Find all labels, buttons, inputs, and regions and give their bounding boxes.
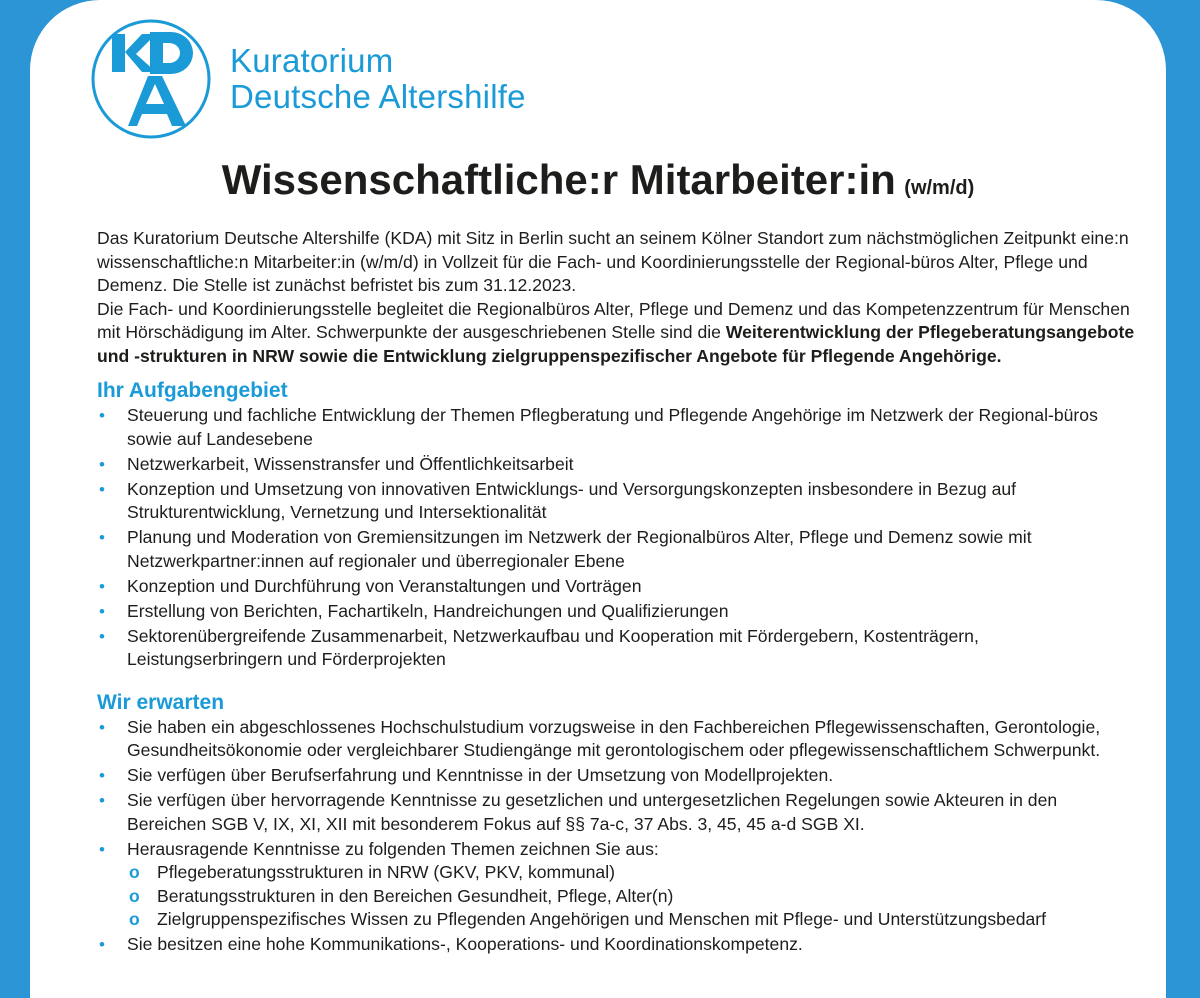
document-page xyxy=(30,0,1166,998)
sub-bullet-icon: o xyxy=(129,862,140,882)
org-name-line1: Kuratorium xyxy=(230,42,394,79)
job-description xyxy=(97,227,1137,958)
bullet-icon: • xyxy=(99,839,105,859)
list-item xyxy=(97,526,1137,573)
list-item-text: Erstellung von Berichten, Fachartikeln, Handreichungen und Qualifizierungen xyxy=(127,600,729,621)
bullet-icon: • xyxy=(99,935,105,954)
sublist-item-text: Beratungsstrukturen in den Bereichen Gesundheit, Pflege, Alter(n) xyxy=(157,885,674,906)
list-item-text: Sie verfügen über Berufserfahrung und Kenntnisse in der Umsetzung von Modellprojekten. xyxy=(127,765,834,785)
sublist-item-text: Pflegeberatungsstrukturen in NRW (GKV, PKV, kommunal) xyxy=(157,862,615,882)
list-item xyxy=(97,789,1137,836)
header xyxy=(90,18,526,140)
requirements-list xyxy=(97,716,1137,957)
list-item-text: Herausragende Kenntnisse zu folgenden Themen zeichnen Sie aus: xyxy=(127,838,659,859)
job-title-main: Wissenschaftliche:r Mitarbeiter:in xyxy=(221,156,896,203)
bullet-icon: • xyxy=(99,626,105,646)
list-item-text: Konzeption und Umsetzung von innovativen Entwicklungs- und Versorgungskonzepten insbesondere in Bezug auf Strukturentwicklung, Vernetzung und Intersektionalität xyxy=(127,478,1017,522)
list-item xyxy=(97,625,1137,672)
job-title xyxy=(30,156,1166,204)
organization-name xyxy=(230,43,526,115)
intro-paragraph-2-text: Die Fach- und Koordinierungsstelle begleitet die Regionalbüros Alter, Pflege und Demenz und das Kompetenzzentrum für Menschen mit Hörschädigung im Alter. Schwerpunkte der ausgeschriebenen Stelle sind die xyxy=(97,298,1130,342)
list-item xyxy=(97,575,1137,599)
bullet-icon: • xyxy=(99,454,105,474)
list-item-text: Steuerung und fachliche Entwicklung der Themen Pflegberatung und Pflegende Angehörige im Netzwerk der Regional-büros sowie auf Landesebene xyxy=(127,405,1098,449)
bullet-icon: • xyxy=(99,479,105,499)
kda-logo-icon xyxy=(90,18,212,140)
sublist-item xyxy=(127,908,1137,932)
bullet-icon: • xyxy=(99,528,105,547)
list-item xyxy=(97,764,1137,788)
bullet-icon: • xyxy=(99,406,105,425)
list-item-text: Sie haben ein abgeschlossenes Hochschulstudium vorzugsweise in den Fachbereichen Pflegewissenschaften, Gerontologie, Gesundheitsökonomie oder vergleichbarer Studiengänge mit gerontologischem oder pflegewissenschaftlichem Schwerpunkt. xyxy=(127,716,1101,760)
list-item xyxy=(97,478,1137,525)
list-item-text: Sie besitzen eine hohe Kommunikations-, Kooperations- und Koordinationskompetenz. xyxy=(127,934,803,954)
job-title-suffix: (w/m/d) xyxy=(904,177,975,199)
bullet-icon: • xyxy=(99,717,105,737)
list-item-text: Konzeption und Durchführung von Veranstaltungen und Vorträgen xyxy=(127,575,642,596)
list-item xyxy=(97,716,1137,763)
bullet-icon: • xyxy=(99,766,105,785)
sublist-item xyxy=(127,885,1137,909)
bullet-icon: • xyxy=(99,791,105,810)
list-item xyxy=(97,453,1137,477)
list-item xyxy=(97,933,1137,957)
sub-bullet-icon: o xyxy=(129,909,140,929)
sub-bullet-icon: o xyxy=(129,885,140,906)
bullet-icon: • xyxy=(99,601,105,621)
tasks-list xyxy=(97,404,1137,672)
list-item-text: Sektorenübergreifende Zusammenarbeit, Netzwerkaufbau und Kooperation mit Fördergebern, Kostenträgern, Leistungserbringern und Förderprojekten xyxy=(127,625,979,669)
section-heading-tasks: Ihr Aufgabengebiet xyxy=(97,379,288,402)
sublist-item xyxy=(127,861,1137,885)
list-item xyxy=(97,600,1137,624)
org-name-line2: Deutsche Altershilfe xyxy=(230,78,526,115)
section-heading-requirements: Wir erwarten xyxy=(97,690,225,714)
list-item-text: Netzwerkarbeit, Wissenstransfer und Öffentlichkeitsarbeit xyxy=(127,453,574,474)
intro-paragraph-2-bold: Weiterentwicklung der Pflegeberatungsangebote und -strukturen in NRW sowie die Entwicklung zielgruppenspezifischer Angebote für Pflegende Angehörige. xyxy=(97,322,1135,366)
list-item xyxy=(97,404,1137,451)
list-item-text: Planung und Moderation von Gremiensitzungen im Netzwerk der Regionalbüros Alter, Pflege und Demenz sowie mit Netzwerkpartner:innen auf regionaler und überregionaler Ebene xyxy=(127,527,1032,571)
bullet-icon: • xyxy=(99,576,105,596)
intro-paragraph-2 xyxy=(97,298,1137,369)
list-item-text: Sie verfügen über hervorragende Kenntnisse zu gesetzlichen und untergesetzlichen Regelungen sowie Akteuren in den Bereichen SGB V, IX, XI, XII mit besonderem Fokus auf §§ 7a-c, 37 Abs. 3, 45, 45 a-d SGB XI. xyxy=(127,790,1058,834)
sublist-item-text: Zielgruppenspezifisches Wissen zu Pflegenden Angehörigen und Menschen mit Pflege- und Unterstützungsbedarf xyxy=(157,909,1047,929)
intro-paragraph-1: Das Kuratorium Deutsche Altershilfe (KDA) mit Sitz in Berlin sucht an seinem Kölner Standort zum nächstmöglichen Zeitpunkt eine:n wissenschaftliche:n Mitarbeiter:in (w/m/d) in Vollzeit für die Fach- und Koordinierungsstelle der Regional-büros Alter, Pflege und Demenz. Die Stelle ist zunächst befristet bis zum 31.12.2023. xyxy=(97,228,1129,295)
topics-sublist xyxy=(127,861,1137,932)
list-item xyxy=(97,838,1137,932)
